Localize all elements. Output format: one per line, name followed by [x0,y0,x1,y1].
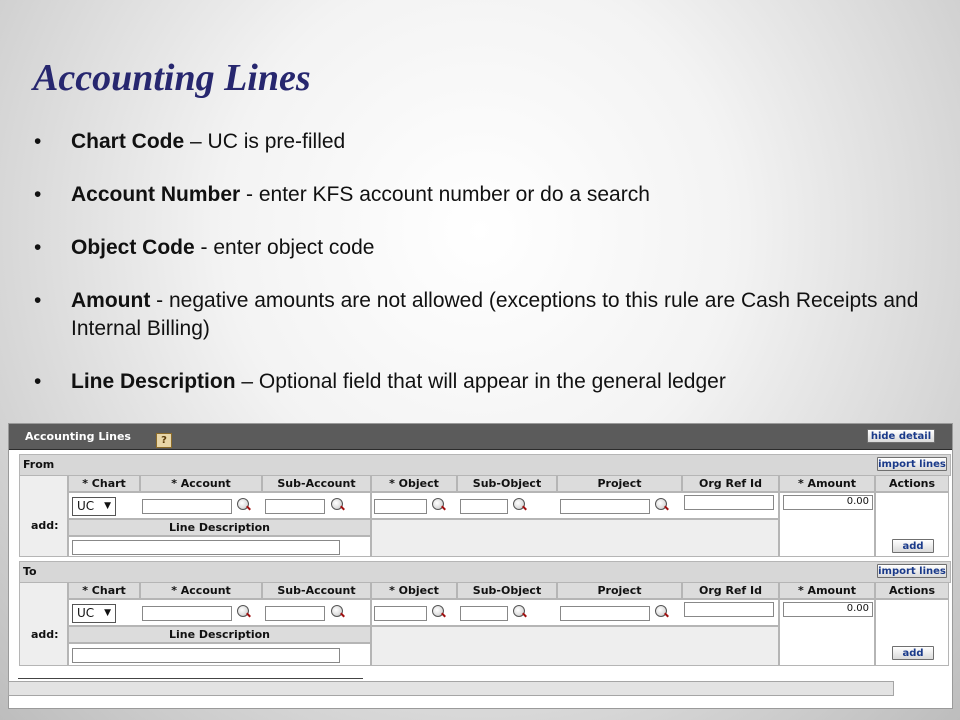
slide-title: Accounting Lines [33,57,311,99]
col-chart: * Chart [68,475,140,492]
bullet-text: – Optional field that will appear in the general ledger [235,370,726,393]
col-sub-account: Sub-Account [262,582,371,599]
from-chart-select[interactable] [72,497,116,516]
chevron-down-icon: ▼ [104,608,111,618]
to-filler-cell [371,626,779,666]
from-project-search-icon[interactable] [655,498,667,510]
to-chart-select[interactable] [72,604,116,623]
from-amount-input[interactable]: 0.00 [783,495,873,510]
bullet-term: Chart Code [71,130,185,153]
col-object: * Object [371,582,457,599]
col-sub-object: Sub-Object [457,475,557,492]
from-add-cell [19,475,68,557]
from-project-input[interactable] [560,499,650,514]
from-line-block [19,475,951,565]
from-section-label: From [23,458,55,471]
from-section-bar [19,454,951,476]
to-object-search-icon[interactable] [432,605,444,617]
to-line-description-input[interactable] [72,648,340,663]
bullet-dot: • [34,370,42,393]
bullet-text: - enter object code [194,236,375,259]
col-org-ref-id: Org Ref Id [682,582,779,599]
bullet-term: Account Number [71,183,241,206]
col-project: Project [557,475,682,492]
col-sub-object: Sub-Object [457,582,557,599]
help-icon[interactable]: ? [156,433,172,448]
to-sub-account-search-icon[interactable] [331,605,343,617]
col-actions: Actions [875,582,949,599]
from-sub-account-input[interactable] [265,499,325,514]
bullet-dot: • [34,236,42,259]
to-account-search-icon[interactable] [237,605,249,617]
bullet-object-code [34,234,934,262]
to-sub-object-search-icon[interactable] [513,605,525,617]
bullet-dot: • [34,289,42,312]
from-filler-cell [371,519,779,557]
to-inputs-mid [371,599,779,626]
to-inputs-left [68,599,371,626]
bullet-account-number [34,181,934,209]
from-line-description-header: Line Description [68,519,371,536]
bullet-chart-code [34,128,934,156]
col-account: * Account [140,582,262,599]
from-sub-account-search-icon[interactable] [331,498,343,510]
horizontal-scrollbar[interactable] [8,681,894,696]
from-inputs-left [68,492,371,519]
to-object-input[interactable] [374,606,427,621]
to-add-button[interactable]: add [892,646,934,660]
from-add-button[interactable]: add [892,539,934,553]
to-section-label: To [23,565,37,578]
bullet-list [34,128,934,421]
to-amount-cell [779,599,875,666]
col-object: * Object [371,475,457,492]
to-add-cell [19,582,68,666]
bullet-term: Object Code [71,236,195,259]
bullet-amount [34,287,934,343]
from-sub-object-input[interactable] [460,499,508,514]
from-line-description-input[interactable] [72,540,340,555]
to-amount-input[interactable]: 0.00 [783,602,873,617]
from-account-search-icon[interactable] [237,498,249,510]
col-sub-account: Sub-Account [262,475,371,492]
to-line-block [19,582,951,672]
bullet-term: Amount [71,289,151,312]
to-project-search-icon[interactable] [655,605,667,617]
col-chart: * Chart [68,582,140,599]
panel-title: Accounting Lines [25,430,131,443]
to-project-input[interactable] [560,606,650,621]
to-account-input[interactable] [142,606,232,621]
bullet-text: - enter KFS account number or do a search [240,183,650,206]
chevron-down-icon: ▼ [104,501,111,511]
from-account-input[interactable] [142,499,232,514]
to-chart-value: UC [77,606,95,620]
col-account: * Account [140,475,262,492]
from-chart-value: UC [77,499,95,513]
col-actions: Actions [875,475,949,492]
from-actions-cell [875,492,949,557]
bullet-text: - negative amounts are not allowed (exceptions to this rule are Cash Receipts and Internal Billing) [71,289,919,340]
to-org-ref-id-input[interactable] [684,602,774,617]
from-org-ref-id-input[interactable] [684,495,774,510]
to-actions-cell [875,599,949,666]
from-sub-object-search-icon[interactable] [513,498,525,510]
col-amount: * Amount [779,582,875,599]
col-project: Project [557,582,682,599]
accounting-lines-panel [8,423,953,709]
from-object-search-icon[interactable] [432,498,444,510]
to-line-description-cell [68,643,371,666]
from-amount-cell [779,492,875,557]
bullet-line-description [34,368,934,396]
to-import-lines-button[interactable]: import lines [878,566,946,577]
col-org-ref-id: Org Ref Id [682,475,779,492]
from-add-label: add: [31,519,59,532]
panel-header [9,424,952,450]
bullet-term: Line Description [71,370,236,393]
bullet-dot: • [34,183,42,206]
to-add-label: add: [31,628,59,641]
bullet-text: – UC is pre-filled [184,130,346,153]
from-object-input[interactable] [374,499,427,514]
from-line-description-cell [68,536,371,557]
hide-detail-button[interactable]: hide detail [867,429,935,443]
divider [18,678,363,679]
to-section-bar [19,561,951,583]
col-amount: * Amount [779,475,875,492]
bullet-dot: • [34,130,42,153]
to-sub-object-input[interactable] [460,606,508,621]
to-sub-account-input[interactable] [265,606,325,621]
from-import-lines-button[interactable]: import lines [878,459,946,470]
from-inputs-mid [371,492,779,519]
to-line-description-header: Line Description [68,626,371,643]
